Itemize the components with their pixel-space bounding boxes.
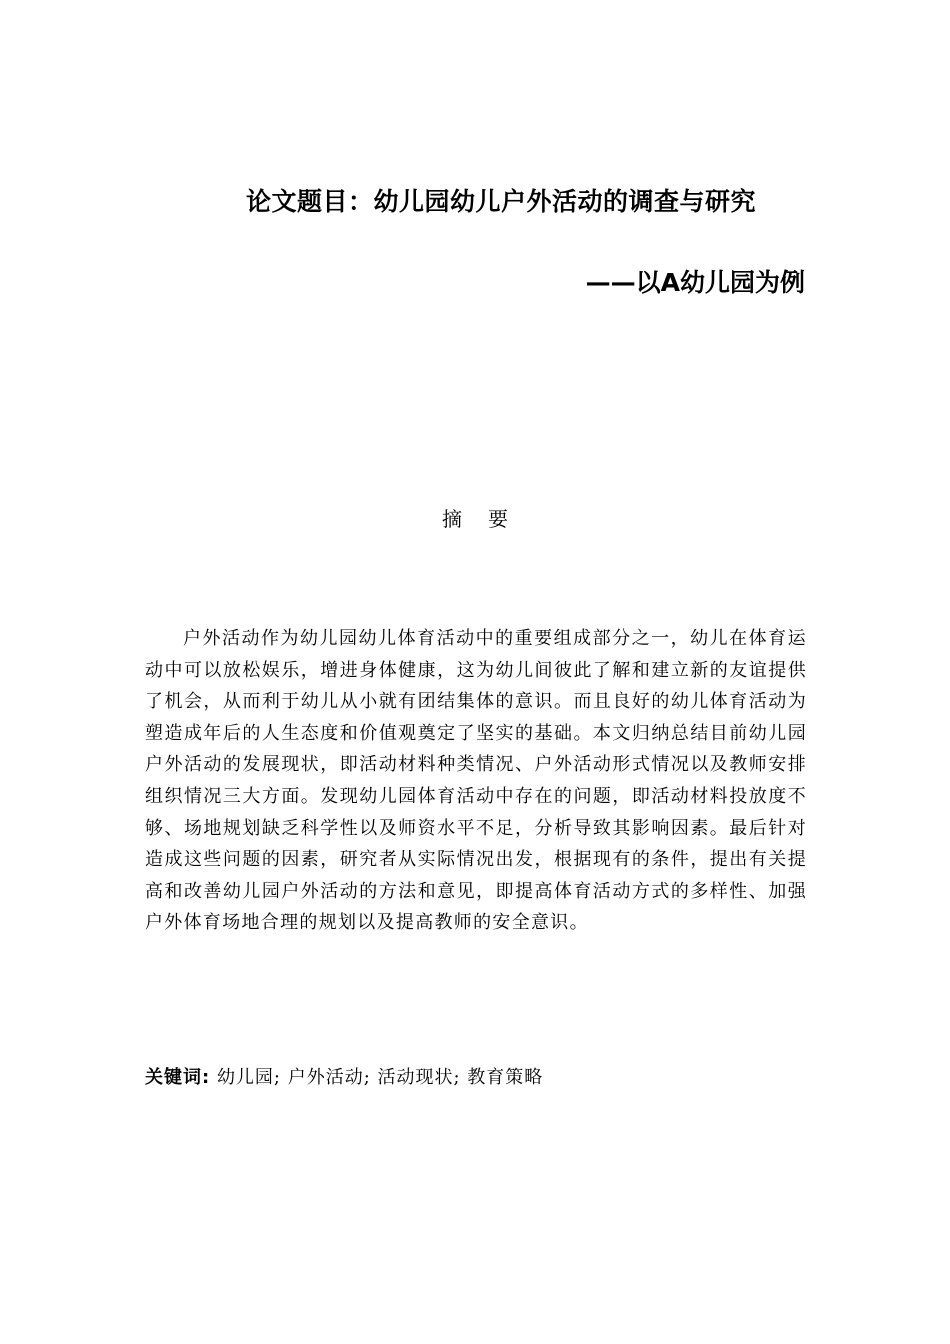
abstract-body: 户外活动作为幼儿园幼儿体育活动中的重要组成部分之一，幼儿在体育运动中可以放松娱乐，增进身体健康，这为幼儿间彼此了解和建立新的友谊提供了机会，从而利于幼儿从小就有团结集体的意识。而且良好的幼儿体育活动为塑造成年后的人生态度和价值观奠定了坚实的基础。本文归纳总结目前幼儿园户外活动的发展现状，即活动材料种类情况、户外活动形式情况以及教师安排组织情况三大方面。发现幼儿园体育活动中存在的问题，即活动材料投放度不够、场地规划缺乏科学性以及师资水平不足，分析导致其影响因素。最后针对造成这些问题的因素，研究者从实际情况出发，根据现有的条件，提出有关提高和改善幼儿园户外活动的方法和意见，即提高体育活动方式的多样性、加强户外体育场地合理的规划以及提高教师的安全意识。 [145,628,807,934]
paper-subtitle: ——以A幼儿园为例 [585,268,805,297]
keywords-line [145,1063,543,1093]
keywords-text: 幼儿园; 户外活动; 活动现状; 教育策略 [216,1067,544,1088]
paper-title: 论文题目：幼儿园幼儿户外活动的调查与研究 [246,187,757,216]
keywords-label: 关键词: [145,1067,211,1088]
abstract-heading: 摘要 [442,507,534,531]
